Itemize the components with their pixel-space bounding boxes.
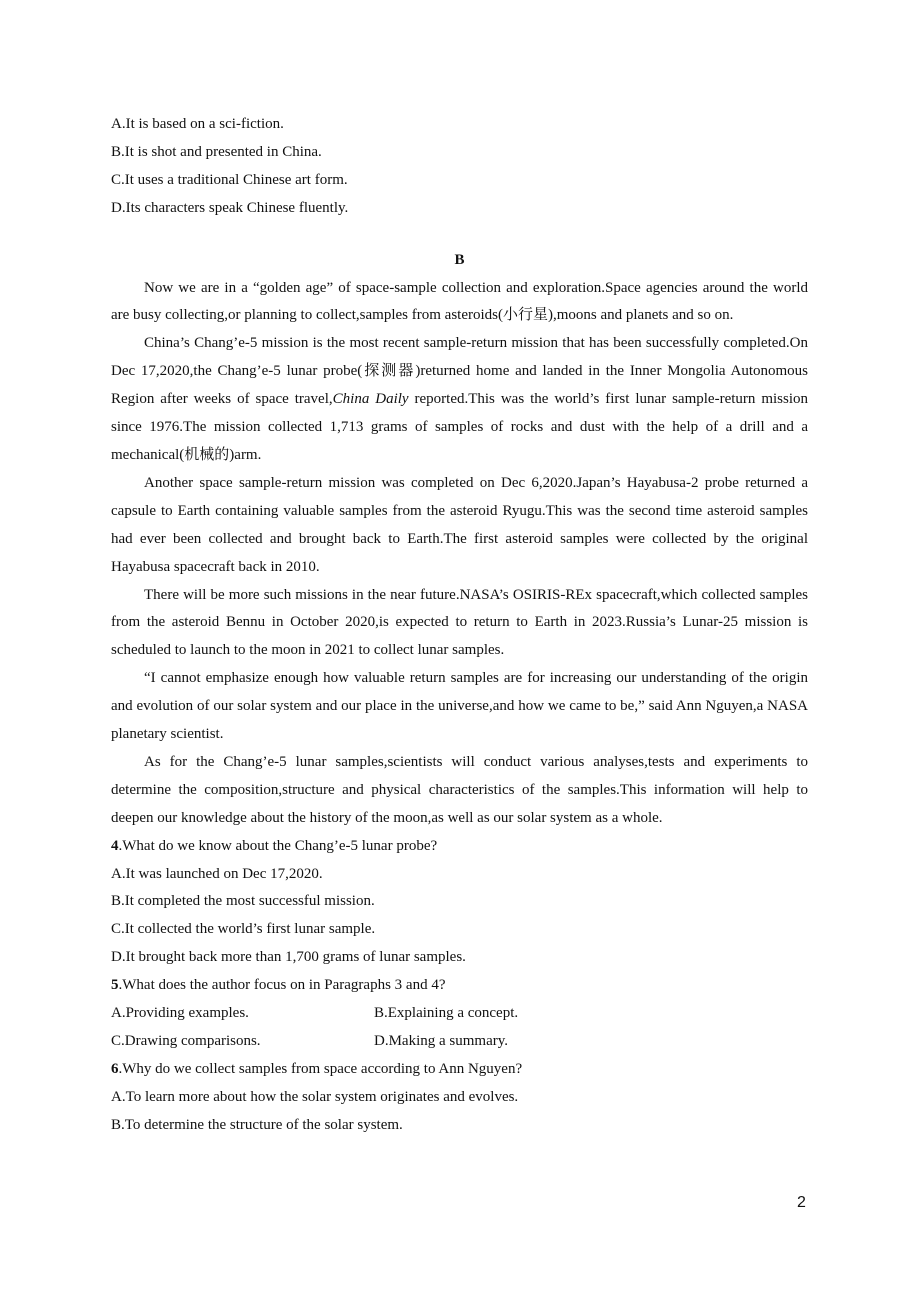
question-5-option-d: D.Making a summary. [374, 1033, 509, 1049]
question-4-number: 4 [111, 837, 119, 854]
question-5-text: .What does the author focus on in Paragraphs 3 and 4? [118, 977, 446, 994]
paragraph-2 [111, 330, 808, 470]
question-6-number: 6 [111, 1060, 119, 1077]
question-5-number: 5 [111, 977, 119, 994]
reading-passage [111, 275, 808, 833]
question-4-text: .What do we know about the Chang’e-5 lunar probe? [118, 837, 438, 854]
paragraph-2-text-start: China’s Chang’e-5 mission is the most recent sample-return mission that has been successfully completed.On Dec 17,2020,the Chang’e-5 lunar probe(探测器)returned home and landed in the Inner Mongolia Autonomous Region after weeks of space travel, [111, 335, 808, 408]
previous-question-options [111, 111, 808, 223]
paragraph-1: Now we are in a “golden age” of space-sample collection and exploration.Space agencies around the world are busy collecting,or planning to collect,samples from asteroids(小行星),moons and planets and so on. [111, 279, 808, 324]
option-c: C.It uses a traditional Chinese art form. [111, 171, 348, 188]
question-6-stem [111, 1056, 808, 1084]
question-4-stem [111, 833, 808, 861]
option-d: D.Its characters speak Chinese fluently. [111, 199, 349, 216]
paragraph-2-text-end: reported.This was the world’s first lunar sample-return mission since 1976.The mission collected 1,713 grams of samples of rocks and dust with the help of a drill and a mechanical(机械的)arm. [111, 391, 808, 463]
question-5-options-row-2 [111, 1028, 808, 1056]
question-5-option-b: B.Explaining a concept. [374, 1005, 519, 1022]
option-b: B.It is shot and presented in China. [111, 143, 322, 160]
section-heading: B [454, 251, 465, 268]
question-4-option-c: C.It collected the world’s first lunar sample. [111, 921, 376, 938]
page-number: 2 [797, 1194, 806, 1211]
document-page [111, 111, 808, 1140]
question-5-stem [111, 972, 808, 1000]
paragraph-3: Another space sample-return mission was completed on Dec 6,2020.Japan’s Hayabusa-2 probe returned a capsule to Earth containing valuable samples from the asteroid Ryugu.This was the second time asteroid samples had ever been collected and brought back to Earth.The first asteroid samples were collected by the original Hayabusa spacecraft back in 2010. [111, 474, 808, 575]
question-4-option-a: A.It was launched on Dec 17,2020. [111, 865, 323, 882]
question-5-option-c: C.Drawing comparisons. [111, 1033, 261, 1049]
question-4-option-d: D.It brought back more than 1,700 grams of lunar samples. [111, 949, 466, 966]
newspaper-name: China Daily [332, 391, 409, 408]
option-a: A.It is based on a sci-fiction. [111, 116, 284, 132]
question-5-options-row-1 [111, 1000, 808, 1028]
paragraph-5: “I cannot emphasize enough how valuable return samples are for increasing our understanding of the origin and evolution of our solar system and our place in the universe,and how we came to be,” said Ann Nguyen,a NASA planetary scientist. [111, 670, 808, 743]
question-6 [111, 1056, 808, 1140]
question-6-option-a: A.To learn more about how the solar system originates and evolves. [111, 1088, 519, 1105]
question-5 [111, 972, 808, 1056]
question-4 [111, 833, 808, 973]
question-6-text: .Why do we collect samples from space according to Ann Nguyen? [118, 1060, 523, 1077]
paragraph-6: As for the Chang’e-5 lunar samples,scientists will conduct various analyses,tests and experiments to determine the composition,structure and physical characteristics of the samples.This information will help to deepen our knowledge about the history of the moon,as well as our solar system as a whole. [111, 753, 808, 826]
question-6-option-b: B.To determine the structure of the solar system. [111, 1116, 403, 1133]
paragraph-4: There will be more such missions in the near future.NASA’s OSIRIS-REx spacecraft,which collected samples from the asteroid Bennu in October 2020,is expected to return to Earth in 2023.Russia’s Lunar-25 mission is scheduled to launch to the moon in 2021 to collect lunar samples. [111, 586, 808, 659]
question-5-option-a: A.Providing examples. [111, 1005, 249, 1022]
question-4-option-b: B.It completed the most successful mission. [111, 893, 375, 910]
